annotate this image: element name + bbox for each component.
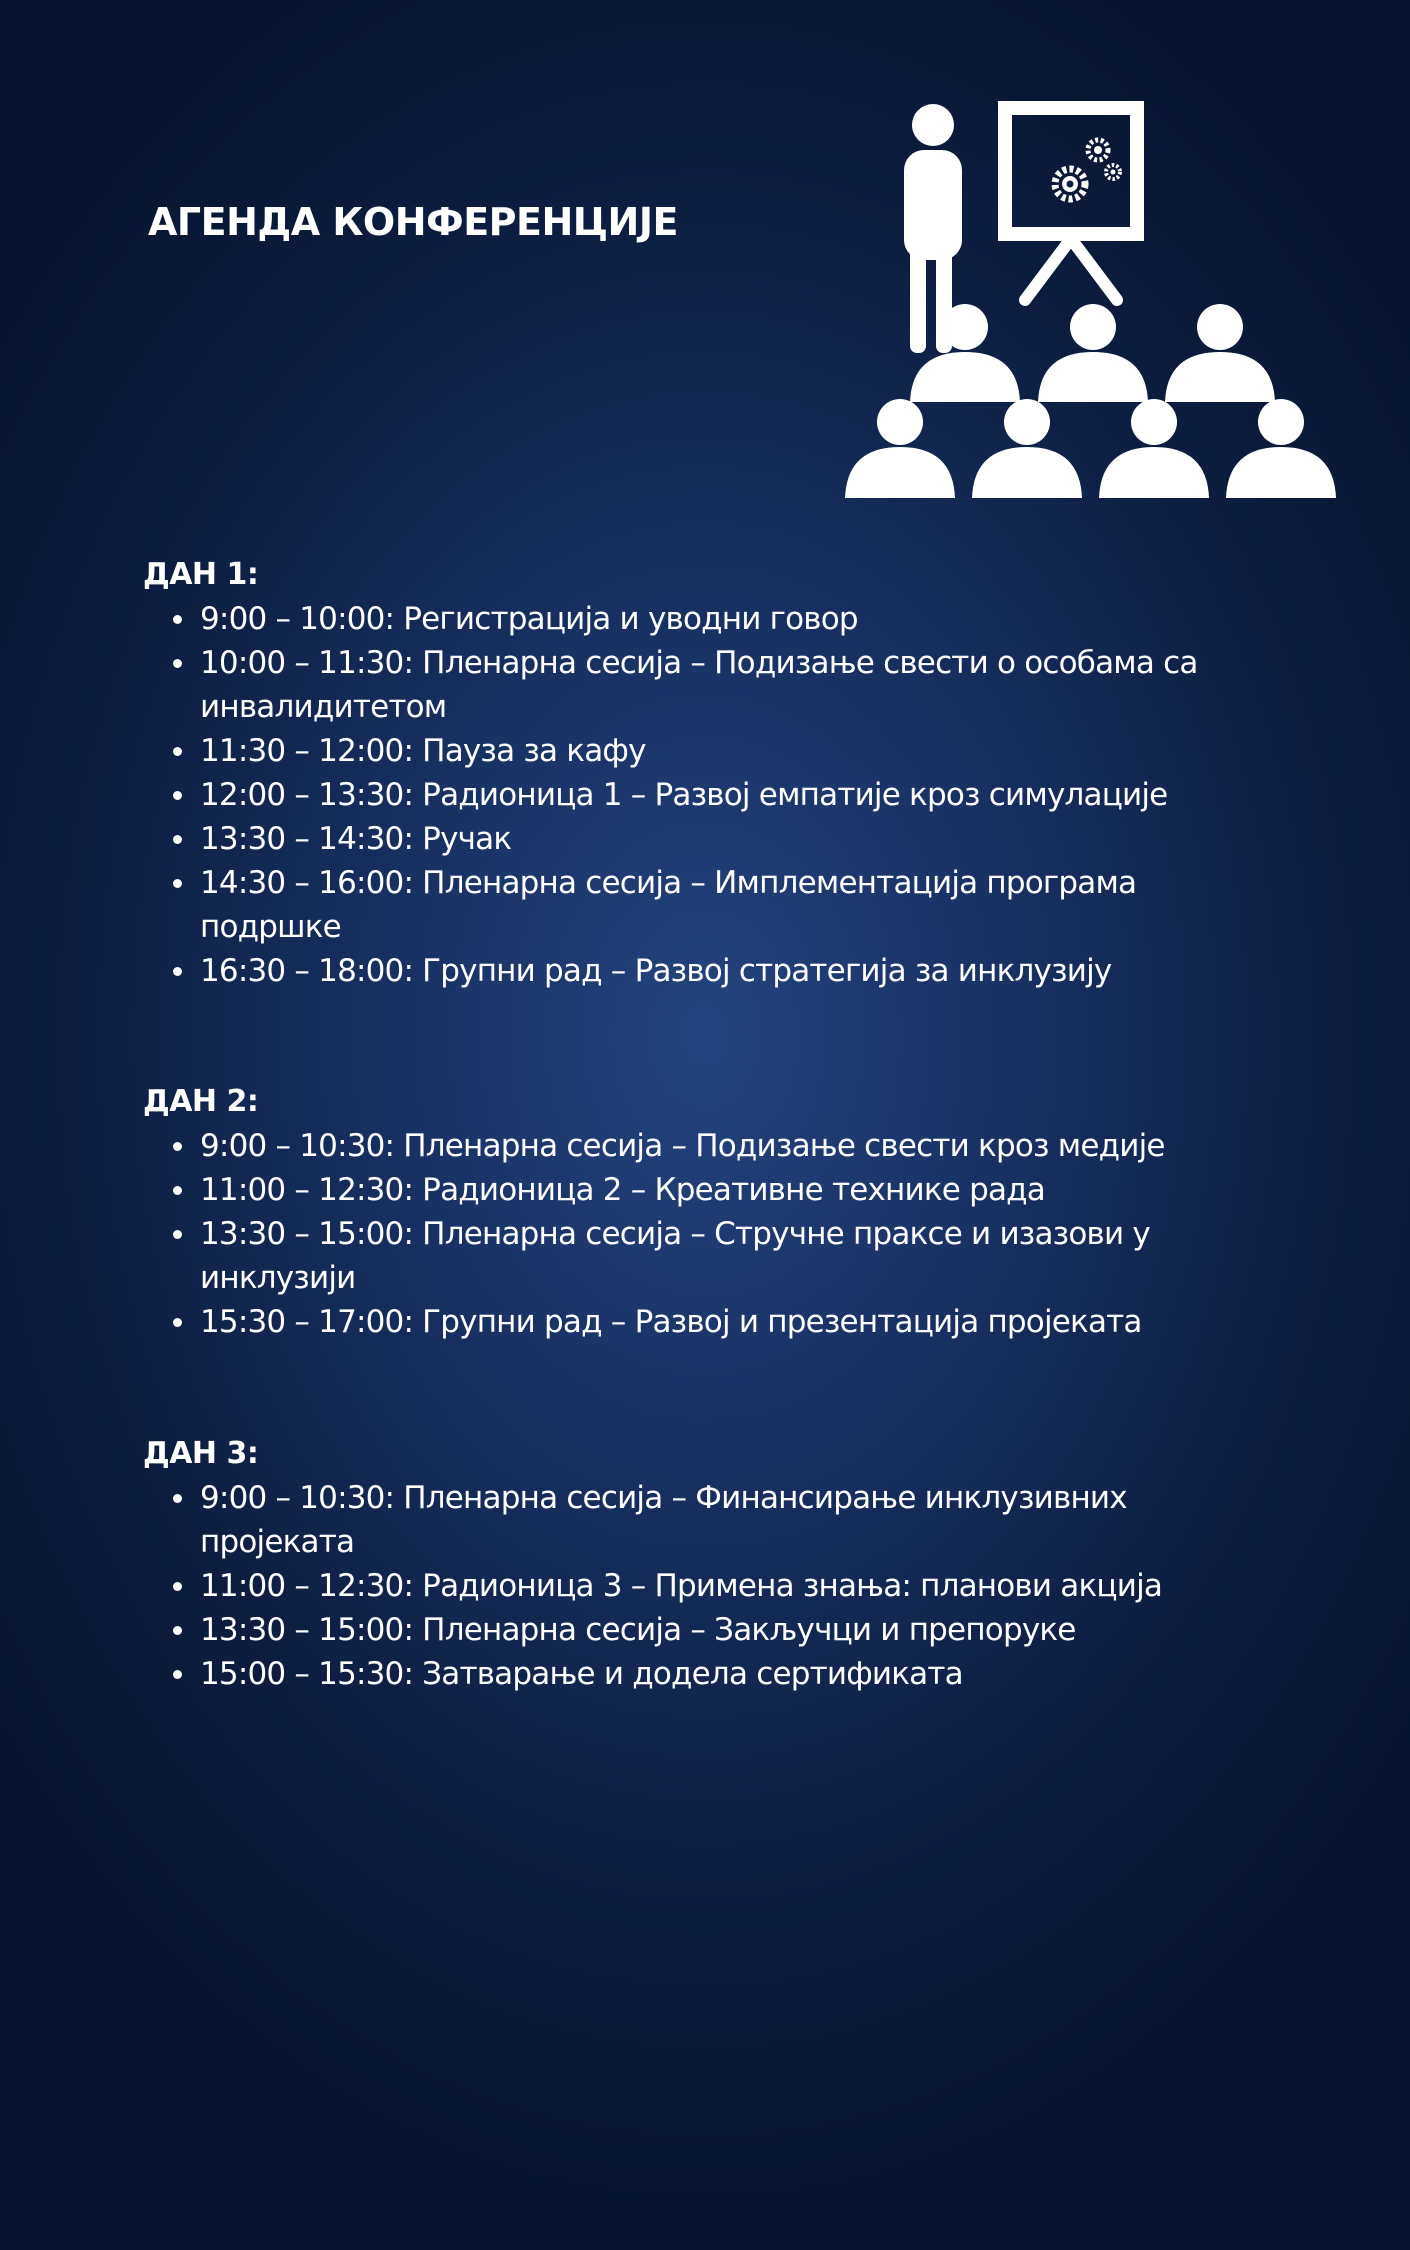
- session-text: 9:00 – 10:30: Пленарна сесија – Финансирање инклузивних пројеката: [200, 1480, 1127, 1560]
- bullet-icon: [173, 879, 182, 888]
- presentation-board: [1005, 108, 1137, 300]
- bullet-icon: [173, 967, 182, 976]
- bullet-icon: [173, 1142, 182, 1151]
- bullet-icon: [173, 1230, 182, 1239]
- list-item: [143, 729, 1223, 773]
- bullet-icon: [173, 835, 182, 844]
- list-item: [143, 1168, 1223, 1212]
- list-item: [143, 773, 1223, 817]
- list-item: [143, 1652, 1223, 1696]
- bullet-icon: [173, 747, 182, 756]
- list-item: [143, 861, 1223, 949]
- session-text: 10:00 – 11:30: Пленарна сесија – Подизање свести о особама са инвалидитетом: [200, 645, 1198, 725]
- bullet-icon: [173, 1670, 182, 1679]
- presentation-audience-icon: [840, 100, 1340, 500]
- bullet-icon: [173, 1494, 182, 1503]
- list-item: [143, 1476, 1223, 1564]
- list-item: [143, 641, 1223, 729]
- session-text: 16:30 – 18:00: Групни рад – Развој стратегија за инклузију: [200, 953, 1112, 989]
- presentation-audience-svg: [840, 100, 1340, 500]
- session-text: 11:00 – 12:30: Радионица 3 – Примена знања: планови акција: [200, 1568, 1163, 1604]
- day-2-session-list: [143, 1124, 1223, 1344]
- audience-row-front: [845, 399, 1336, 498]
- list-item: [143, 949, 1223, 993]
- day-3-heading: ДАН 3:: [143, 1436, 259, 1471]
- bullet-icon: [173, 791, 182, 800]
- list-item: [143, 1564, 1223, 1608]
- session-text: 9:00 – 10:00: Регистрација и уводни говор: [200, 601, 858, 637]
- session-text: 13:30 – 14:30: Ручак: [200, 821, 512, 857]
- list-item: [143, 1124, 1223, 1168]
- list-item: [143, 597, 1223, 641]
- list-item: [143, 1300, 1223, 1344]
- audience-row-back: [910, 304, 1275, 402]
- session-text: 15:00 – 15:30: Затварање и додела сертификата: [200, 1656, 963, 1692]
- bullet-icon: [173, 1318, 182, 1327]
- session-text: 15:30 – 17:00: Групни рад – Развој и презентација пројеката: [200, 1304, 1142, 1340]
- list-item: [143, 1608, 1223, 1652]
- session-text: 13:30 – 15:00: Пленарна сесија – Закључци и препоруке: [200, 1612, 1076, 1648]
- bullet-icon: [173, 1626, 182, 1635]
- day-1-heading: ДАН 1:: [143, 557, 259, 592]
- session-text: 14:30 – 16:00: Пленарна сесија – Имплементација програма подршке: [200, 865, 1137, 945]
- day-3-section: [143, 1432, 1223, 1696]
- bullet-icon: [173, 659, 182, 668]
- gears-icon: [1055, 140, 1120, 199]
- bullet-icon: [173, 615, 182, 624]
- day-2-section: [143, 1080, 1223, 1344]
- day-1-section: [143, 553, 1223, 993]
- day-3-session-list: [143, 1476, 1223, 1696]
- session-text: 11:30 – 12:00: Пауза за кафу: [200, 733, 646, 769]
- session-text: 13:30 – 15:00: Пленарна сесија – Стручне праксе и изазови у инклузији: [200, 1216, 1150, 1296]
- session-text: 12:00 – 13:30: Радионица 1 – Развој емпатије кроз симулације: [200, 777, 1168, 813]
- day-2-heading: ДАН 2:: [143, 1084, 259, 1119]
- session-text: 11:00 – 12:30: Радионица 2 – Креативне технике рада: [200, 1172, 1045, 1208]
- list-item: [143, 817, 1223, 861]
- page-title: АГЕНДА КОНФЕРЕНЦИЈЕ: [148, 200, 678, 245]
- day-1-session-list: [143, 597, 1223, 993]
- list-item: [143, 1212, 1223, 1300]
- session-text: 9:00 – 10:30: Пленарна сесија – Подизање свести кроз медије: [200, 1128, 1165, 1164]
- bullet-icon: [173, 1582, 182, 1591]
- bullet-icon: [173, 1186, 182, 1195]
